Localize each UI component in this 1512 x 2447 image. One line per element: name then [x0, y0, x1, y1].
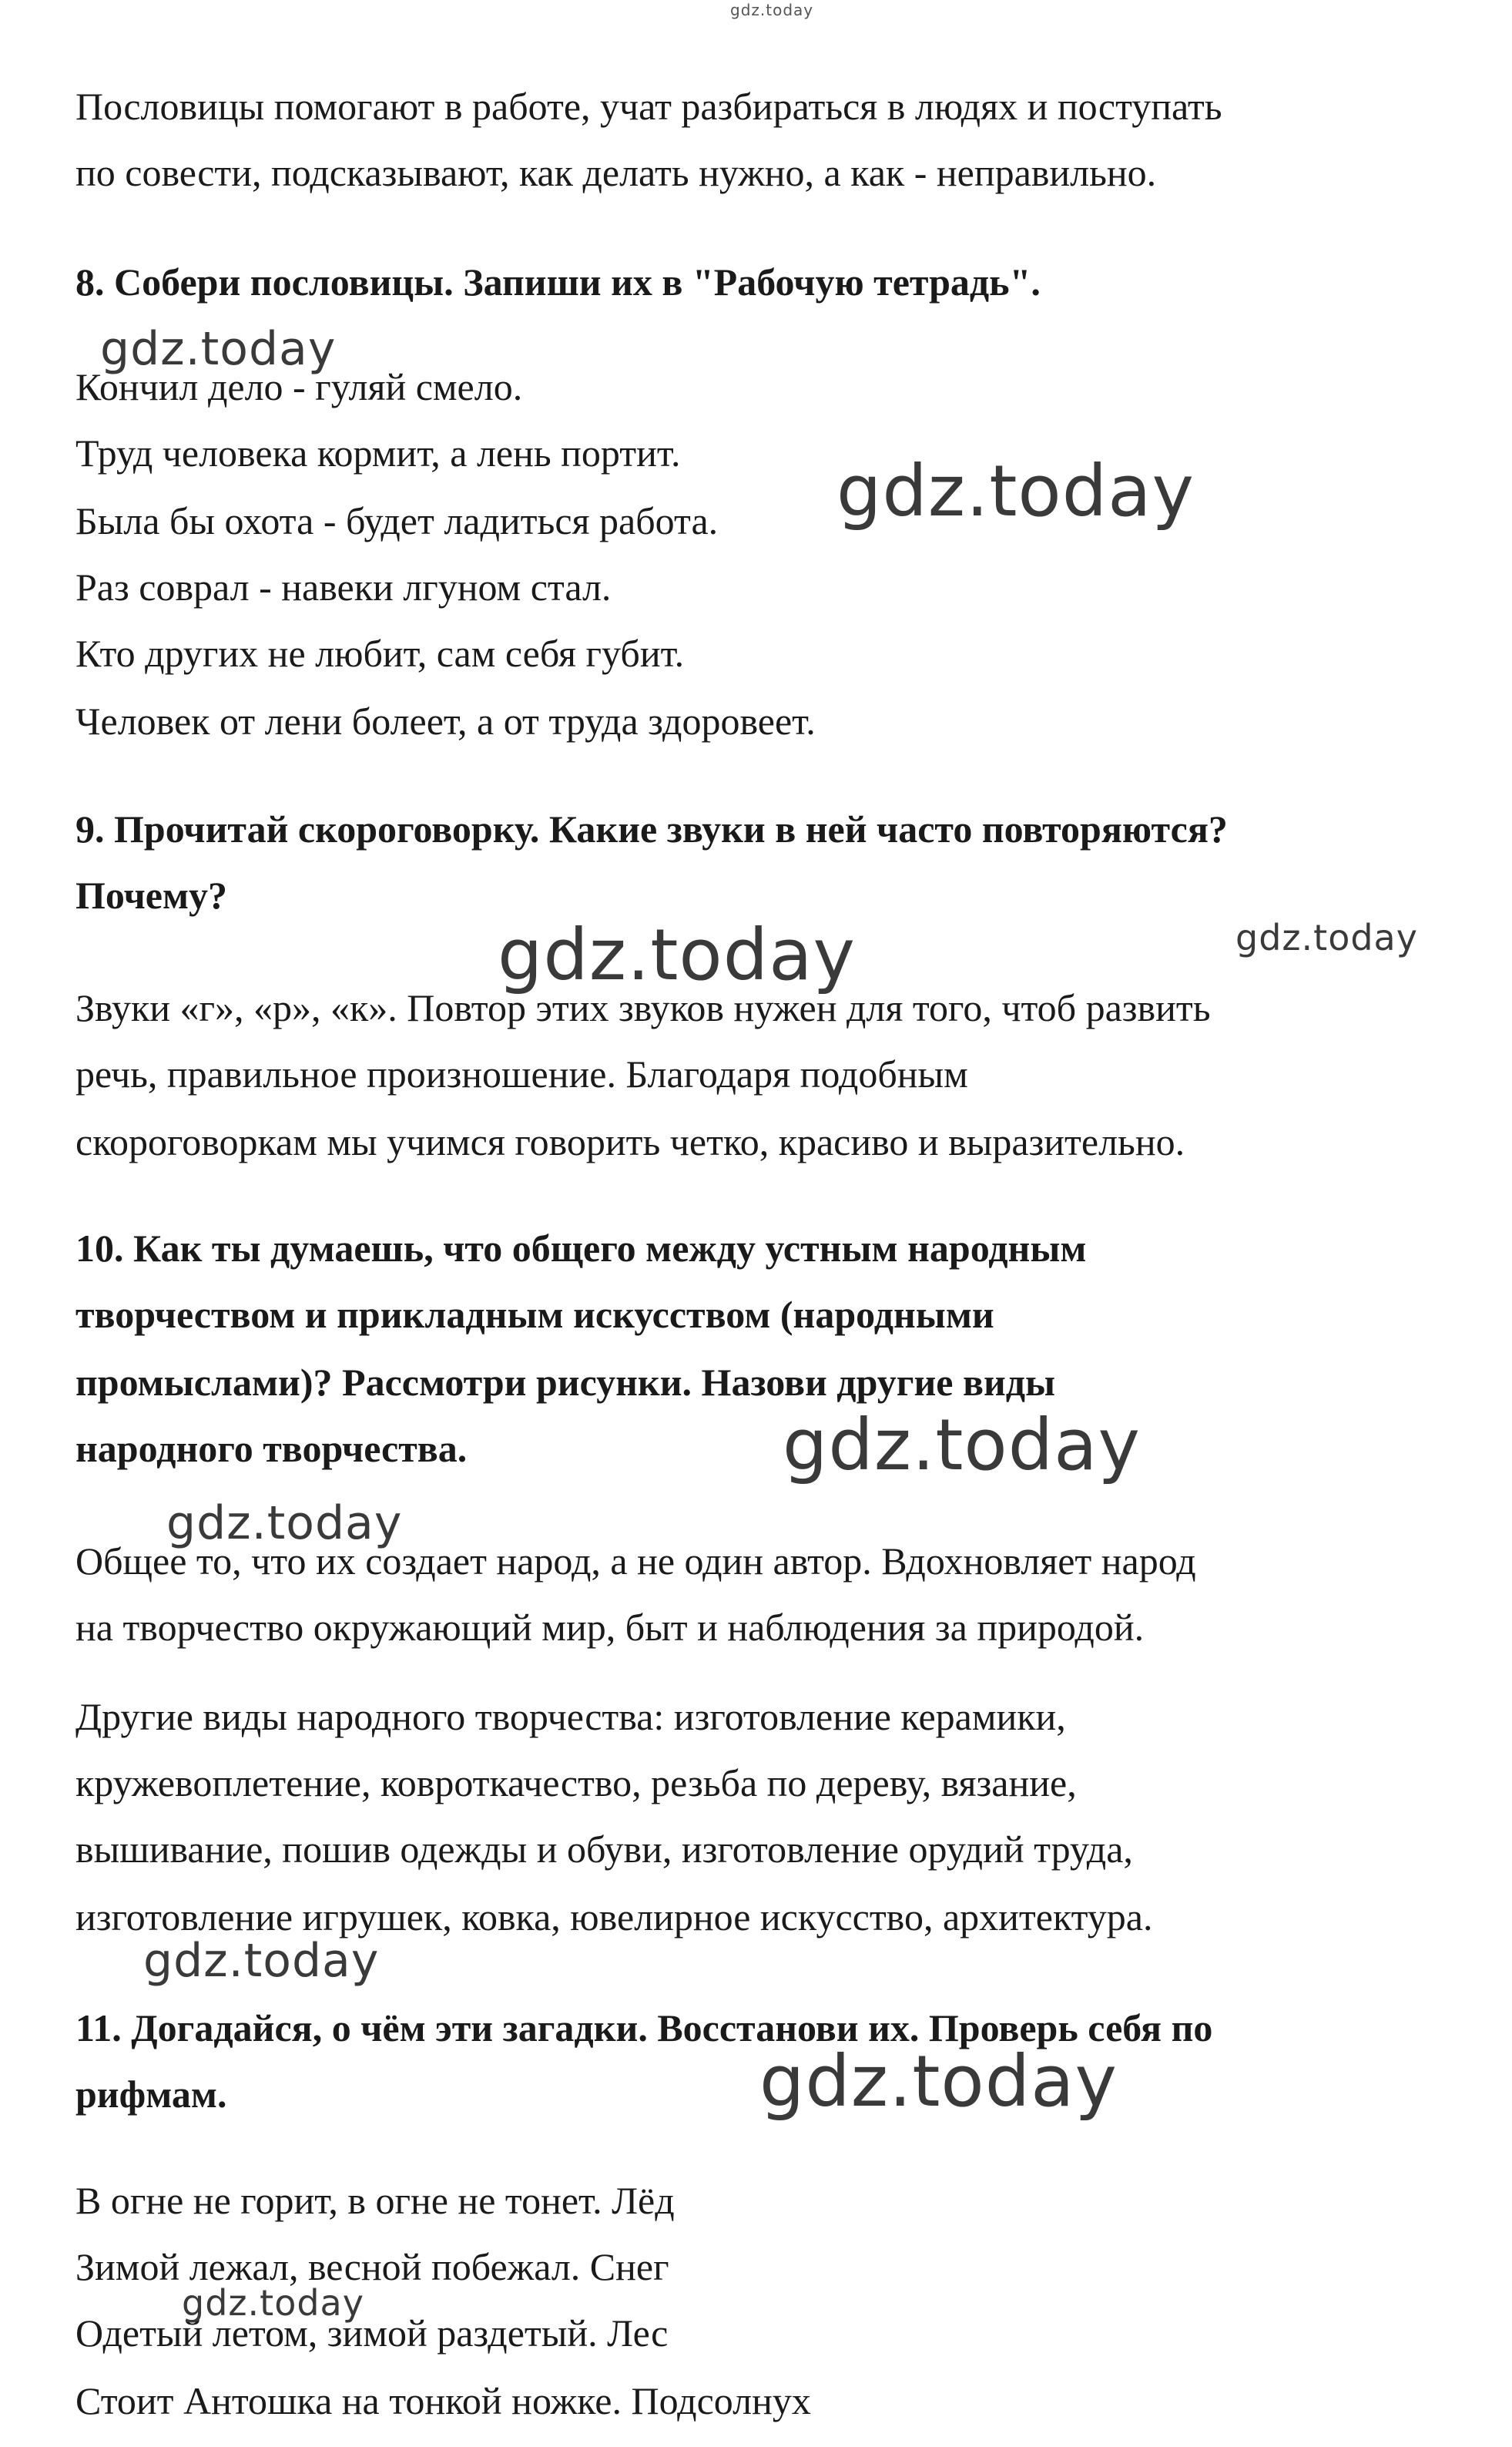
- intro-line-1: Пословицы помогают в работе, учат разбираться в людях и поступать: [75, 85, 1222, 128]
- task9-title-line-2: Почему?: [75, 874, 228, 917]
- watermark: gdz.today: [836, 450, 1195, 532]
- task10-answer2-line-1: Другие виды народного творчества: изготовление керамики,: [75, 1695, 1066, 1738]
- task8-answer-1: Кончил дело - гуляй смело.: [75, 365, 523, 408]
- task10-answer1-line-2: на творчество окружающий мир, быт и наблюдения за природой.: [75, 1606, 1145, 1649]
- task10-title-line-1: 10. Как ты думаешь, что общего между устным народным: [75, 1227, 1087, 1270]
- task10-title-line-3: промыслами)? Рассмотри рисунки. Назови другие виды: [75, 1361, 1056, 1404]
- task9-answer-line-3: скороговоркам мы учимся говорить четко, красиво и выразительно.: [75, 1120, 1185, 1163]
- watermark: gdz.today: [783, 1404, 1141, 1486]
- task10-title-line-4: народного творчества.: [75, 1427, 468, 1470]
- task11-answer-2: Зимой лежал, весной побежал. Снег: [75, 2245, 669, 2288]
- task10-answer2-line-3: вышивание, пошив одежды и обуви, изготовление орудий труда,: [75, 1828, 1133, 1871]
- task11-title-line-2: рифмам.: [75, 2073, 227, 2116]
- watermark: gdz.today: [1235, 917, 1418, 958]
- task10-answer2-line-4: изготовление игрушек, ковка, ювелирное искусство, архитектура.: [75, 1895, 1153, 1938]
- task11-answer-1: В огне не горит, в огне не тонет. Лёд: [75, 2179, 675, 2222]
- task8-answer-2: Труд человека кормит, а лень портит.: [75, 431, 681, 475]
- watermark: gdz.today: [498, 914, 856, 996]
- task8-answer-3: Была бы охота - будет ладиться работа.: [75, 499, 719, 542]
- task8-answer-6: Человек от лени болеет, а от труда здоровеет.: [75, 700, 816, 743]
- watermark: gdz.today: [143, 1934, 380, 1988]
- task10-title-line-2: творчеством и прикладным искусством (народными: [75, 1293, 994, 1336]
- watermark: gdz.today: [182, 2282, 364, 2324]
- watermark: gdz.today: [100, 322, 337, 376]
- task11-answer-3: Одетый летом, зимой раздетый. Лес: [75, 2311, 669, 2355]
- intro-line-2: по совести, подсказывают, как делать нужно, а как - неправильно.: [75, 151, 1157, 194]
- task10-answer2-line-2: кружевоплетение, ковроткачество, резьба по дереву, вязание,: [75, 1761, 1077, 1804]
- task9-title-line-1: 9. Прочитай скороговорку. Какие звуки в ней часто повторяются?: [75, 807, 1228, 851]
- task9-answer-line-1: Звуки «г», «р», «к». Повтор этих звуков нужен для того, чтоб развить: [75, 986, 1211, 1029]
- task8-answer-5: Кто других не любит, сам себя губит.: [75, 632, 685, 675]
- watermark: gdz.today: [759, 2040, 1118, 2123]
- task11-answer-4: Стоит Антошка на тонкой ножке. Подсолнух: [75, 2379, 811, 2422]
- task9-answer-line-2: речь, правильное произношение. Благодаря подобным: [75, 1052, 968, 1096]
- task11-title-line-1: 11. Догадайся, о чём эти загадки. Восстанови их. Проверь себя по: [75, 2006, 1213, 2049]
- watermark: gdz.today: [166, 1496, 403, 1550]
- task8-title: 8. Собери пословицы. Запиши их в "Рабочую тетрадь".: [75, 260, 1041, 304]
- watermark-top: gdz.today: [730, 1, 814, 19]
- task8-answer-4: Раз соврал - навеки лгуном стал.: [75, 566, 612, 609]
- task10-answer1-line-1: Общее то, что их создает народ, а не один автор. Вдохновляет народ: [75, 1539, 1196, 1583]
